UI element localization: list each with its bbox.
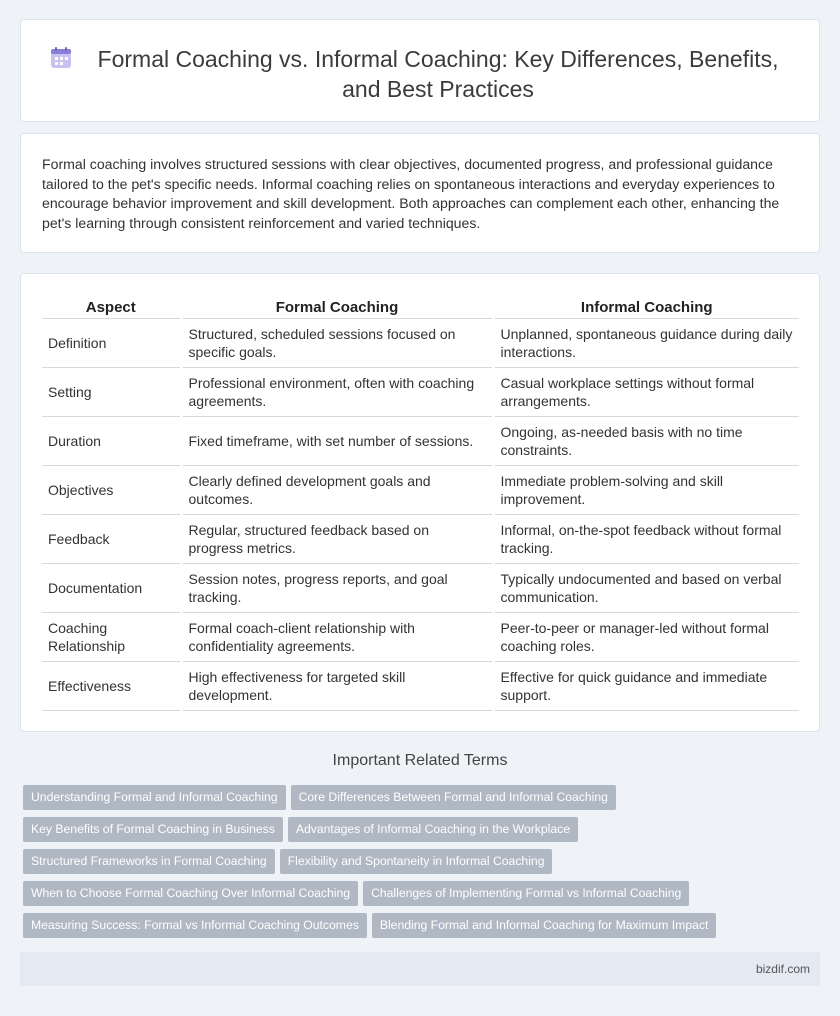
table-row [42, 318, 799, 367]
related-terms-title: Important Related Terms [332, 752, 508, 769]
table-row [42, 514, 799, 563]
row-formal: Professional environment, often with coaching agreements. [181, 367, 493, 416]
row-formal: High effectiveness for targeted skill development. [181, 661, 493, 710]
row-formal: Session notes, progress reports, and goal tracking. [181, 563, 493, 612]
table-row [42, 416, 799, 465]
intro-card [20, 133, 820, 253]
related-tag[interactable]: Understanding Formal and Informal Coaching [23, 785, 286, 810]
row-formal: Formal coach-client relationship with confidentiality agreements. [181, 612, 493, 661]
row-aspect: Feedback [42, 514, 181, 563]
row-aspect: Effectiveness [42, 661, 181, 710]
intro-text: Formal coaching involves structured sessions with clear objectives, documented progress, and professional guidance tailored to the pet's specific needs. Informal coaching relies on spontaneous interactions and everyday experiences to encourage behavior improvement and skill development. Both approaches can complement each other, enhancing the pet's learning through consistent reinforcement and varied techniques. [42, 156, 780, 231]
tag-row [23, 785, 823, 817]
row-informal: Effective for quick guidance and immediate support. [493, 661, 799, 710]
title-wrap [47, 44, 795, 104]
related-tag[interactable]: Core Differences Between Formal and Informal Coaching [291, 785, 616, 810]
row-aspect: Objectives [42, 465, 181, 514]
related-tag[interactable]: Key Benefits of Formal Coaching in Business [23, 817, 283, 842]
row-informal: Immediate problem-solving and skill improvement. [493, 465, 799, 514]
related-tag[interactable]: Structured Frameworks in Formal Coaching [23, 849, 275, 874]
row-informal: Ongoing, as-needed basis with no time constraints. [493, 416, 799, 465]
row-formal: Regular, structured feedback based on progress metrics. [181, 514, 493, 563]
row-aspect: Coaching Relationship [42, 612, 181, 661]
header-card [20, 19, 820, 122]
row-informal: Unplanned, spontaneous guidance during daily interactions. [493, 318, 799, 367]
table-row [42, 563, 799, 612]
related-tag[interactable]: Challenges of Implementing Formal vs Informal Coaching [363, 881, 689, 906]
related-tag[interactable]: When to Choose Formal Coaching Over Informal Coaching [23, 881, 358, 906]
comparison-card [20, 273, 820, 732]
table-row [42, 661, 799, 710]
related-tag[interactable]: Blending Formal and Informal Coaching for Maximum Impact [372, 913, 717, 938]
table-row [42, 465, 799, 514]
row-informal: Typically undocumented and based on verbal communication. [493, 563, 799, 612]
related-tags [23, 785, 823, 945]
tag-row [23, 849, 823, 881]
column-header-aspect: Aspect [42, 295, 181, 318]
comparison-table [42, 295, 799, 711]
column-header-formal: Formal Coaching [181, 295, 493, 318]
footer [20, 952, 820, 986]
row-informal: Peer-to-peer or manager-led without formal coaching roles. [493, 612, 799, 661]
tag-row [23, 913, 823, 945]
footer-site[interactable]: bizdif.com [755, 962, 810, 976]
row-aspect: Documentation [42, 563, 181, 612]
row-formal: Structured, scheduled sessions focused on specific goals. [181, 318, 493, 367]
row-aspect: Definition [42, 318, 181, 367]
row-informal: Informal, on-the-spot feedback without formal tracking. [493, 514, 799, 563]
row-aspect: Duration [42, 416, 181, 465]
tag-row [23, 881, 823, 913]
row-formal: Clearly defined development goals and outcomes. [181, 465, 493, 514]
related-tag[interactable]: Advantages of Informal Coaching in the Workplace [288, 817, 578, 842]
column-header-informal: Informal Coaching [493, 295, 799, 318]
row-aspect: Setting [42, 367, 181, 416]
related-tag[interactable]: Measuring Success: Formal vs Informal Coaching Outcomes [23, 913, 367, 938]
related-tag[interactable]: Flexibility and Spontaneity in Informal Coaching [280, 849, 553, 874]
tag-row [23, 817, 823, 849]
row-formal: Fixed timeframe, with set number of sessions. [181, 416, 493, 465]
table-row [42, 612, 799, 661]
table-header-row [42, 295, 799, 318]
row-informal: Casual workplace settings without formal arrangements. [493, 367, 799, 416]
table-row [42, 367, 799, 416]
page-title: Formal Coaching vs. Informal Coaching: Key Differences, Benefits, and Best Practices [97, 46, 779, 102]
